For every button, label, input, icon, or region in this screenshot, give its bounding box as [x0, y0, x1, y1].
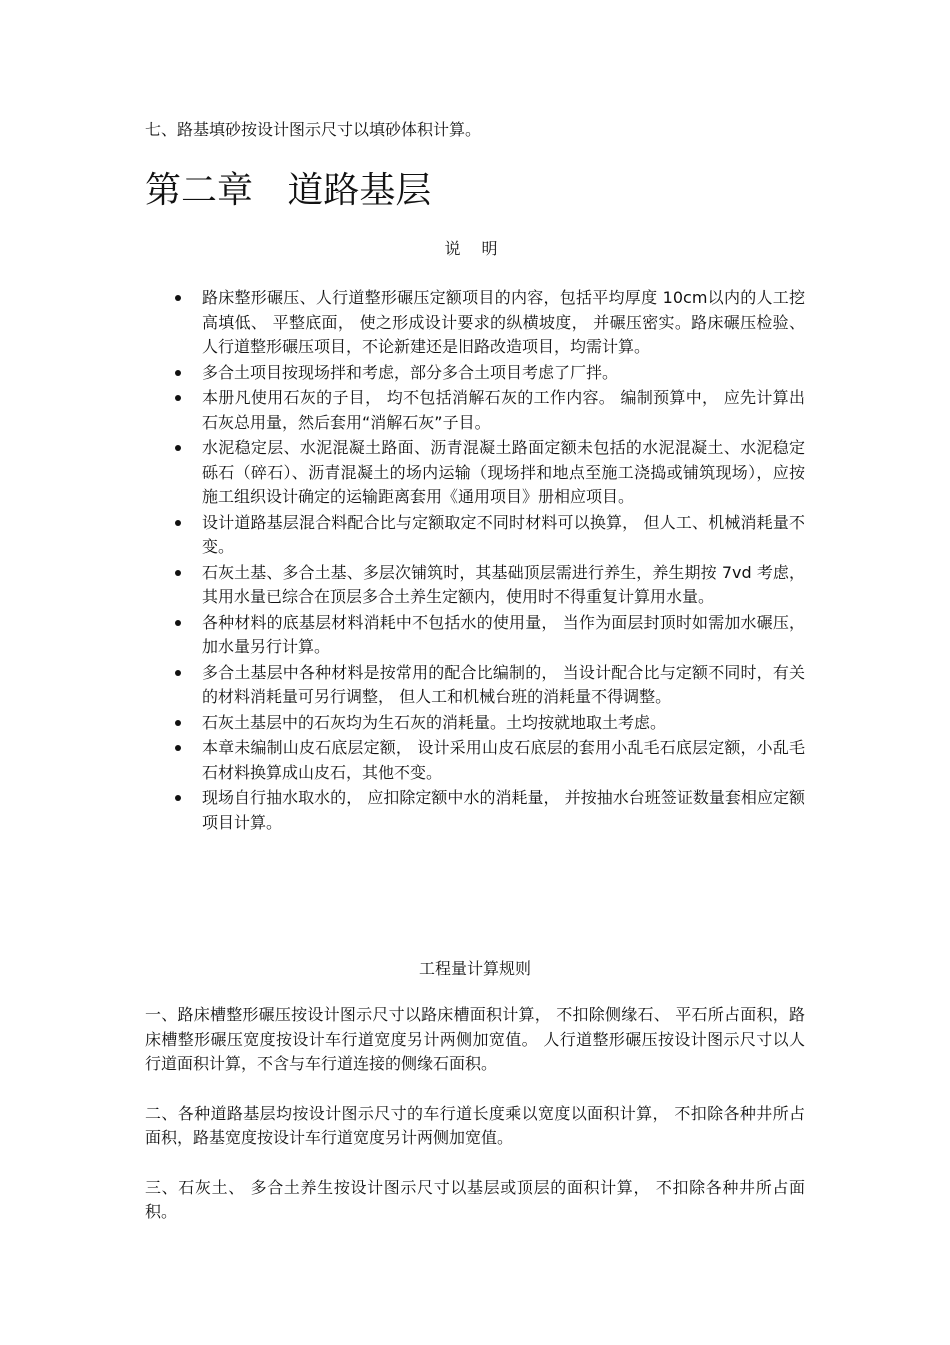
list-item [175, 386, 805, 435]
list-item [175, 711, 805, 736]
list-item [175, 511, 805, 560]
list-item-text: 现场自行抽水取水的， 应扣除定额中水的消耗量， 并按抽水台班签证数量套相应定额项目计算。 [202, 788, 805, 832]
bullet-icon [175, 395, 181, 401]
rules-section [145, 1003, 805, 1250]
rule-paragraph: 三、石灰土、 多合土养生按设计图示尺寸以基层或顶层的面积计算， 不扣除各种井所占面积。 [145, 1177, 805, 1221]
list-item-text: 多合土项目按现场拌和考虑，部分多合土项目考虑了厂拌。 [202, 362, 619, 382]
list-item [175, 611, 805, 660]
section-heading-rules: 工程量计算规则 [418, 959, 531, 978]
list-item-text: 本册凡使用石灰的子目， 均不包括消解石灰的工作内容。 编制预算中， 应先计算出石灰总用量，然后套用“消解石灰”子目。 [202, 388, 805, 432]
list-item [175, 286, 805, 360]
list-item-text: 各种材料的底基层材料消耗中不包括水的使用量， 当作为面层封顶时如需加水碾压，加水量另行计算。 [202, 612, 805, 656]
bullet-icon [175, 670, 181, 676]
list-item-text: 石灰土基、多合土基、多层次铺筑时，其基础顶层需进行养生，养生期按 7vd 考虑，其用水量已综合在顶层多合土养生定额内，使用时不得重复计算用水量。 [202, 562, 805, 606]
bullet-icon [175, 745, 181, 751]
bullet-icon [175, 445, 181, 451]
rule-paragraph: 二、各种道路基层均按设计图示尺寸的车行道长度乘以宽度以面积计算， 不扣除各种井所占面积，路基宽度按设计车行道宽度另计两侧加宽值。 [145, 1103, 805, 1147]
list-item-text: 石灰土基层中的石灰均为生石灰的消耗量。土均按就地取土考虑。 [202, 712, 667, 732]
chapter-title: 第二章 道路基层 [145, 170, 432, 211]
bullet-icon [175, 520, 181, 526]
list-item-text: 本章未编制山皮石底层定额， 设计采用山皮石底层的套用小乱毛石底层定额，小乱毛石材料换算成山皮石，其他不变。 [202, 738, 805, 782]
bullet-icon [175, 570, 181, 576]
explanation-list [175, 286, 805, 836]
list-item-text: 路床整形碾压、人行道整形碾压定额项目的内容，包括平均厚度 10cm以内的人工挖高填低、 平整底面， 使之形成设计要求的纵横坡度， 并碾压密实。路床碾压检验、人行道整形碾压项目，不论新建还是旧路改造项目，均需计算。 [202, 288, 805, 356]
section-heading-explanation: 说 明 [444, 239, 506, 258]
list-item [175, 786, 805, 835]
list-item [175, 436, 805, 510]
list-item [175, 361, 805, 386]
list-item-text: 水泥稳定层、水泥混凝土路面、沥青混凝土路面定额未包括的水泥混凝土、水泥稳定砾石（碎石）、沥青混凝土的场内运输（现场拌和地点至施工浇捣或铺筑现场），应按施工组织设计确定的运输距离套用《通用项目》册相应项目。 [202, 438, 805, 506]
bullet-icon [175, 370, 181, 376]
list-item [175, 661, 805, 710]
list-item [175, 561, 805, 610]
list-item [175, 736, 805, 785]
rule-paragraph: 一、路床槽整形碾压按设计图示尺寸以路床槽面积计算， 不扣除侧缘石、 平石所占面积，路床槽整形碾压宽度按设计车行道宽度另计两侧加宽值。 人行道整形碾压按设计图示尺寸以人行道面积计算，不含与车行道连接的侧缘石面积。 [145, 1005, 805, 1073]
bullet-icon [175, 795, 181, 801]
bullet-icon [175, 720, 181, 726]
bullet-icon [175, 620, 181, 626]
lead-paragraph: 七、路基填砂按设计图示尺寸以填砂体积计算。 [145, 120, 482, 139]
list-item-text: 多合土基层中各种材料是按常用的配合比编制的， 当设计配合比与定额不同时，有关的材料消耗量可另行调整， 但人工和机械台班的消耗量不得调整。 [202, 662, 805, 706]
bullet-icon [175, 295, 181, 301]
list-item-text: 设计道路基层混合料配合比与定额取定不同时材料可以换算， 但人工、机械消耗量不变。 [202, 512, 805, 556]
